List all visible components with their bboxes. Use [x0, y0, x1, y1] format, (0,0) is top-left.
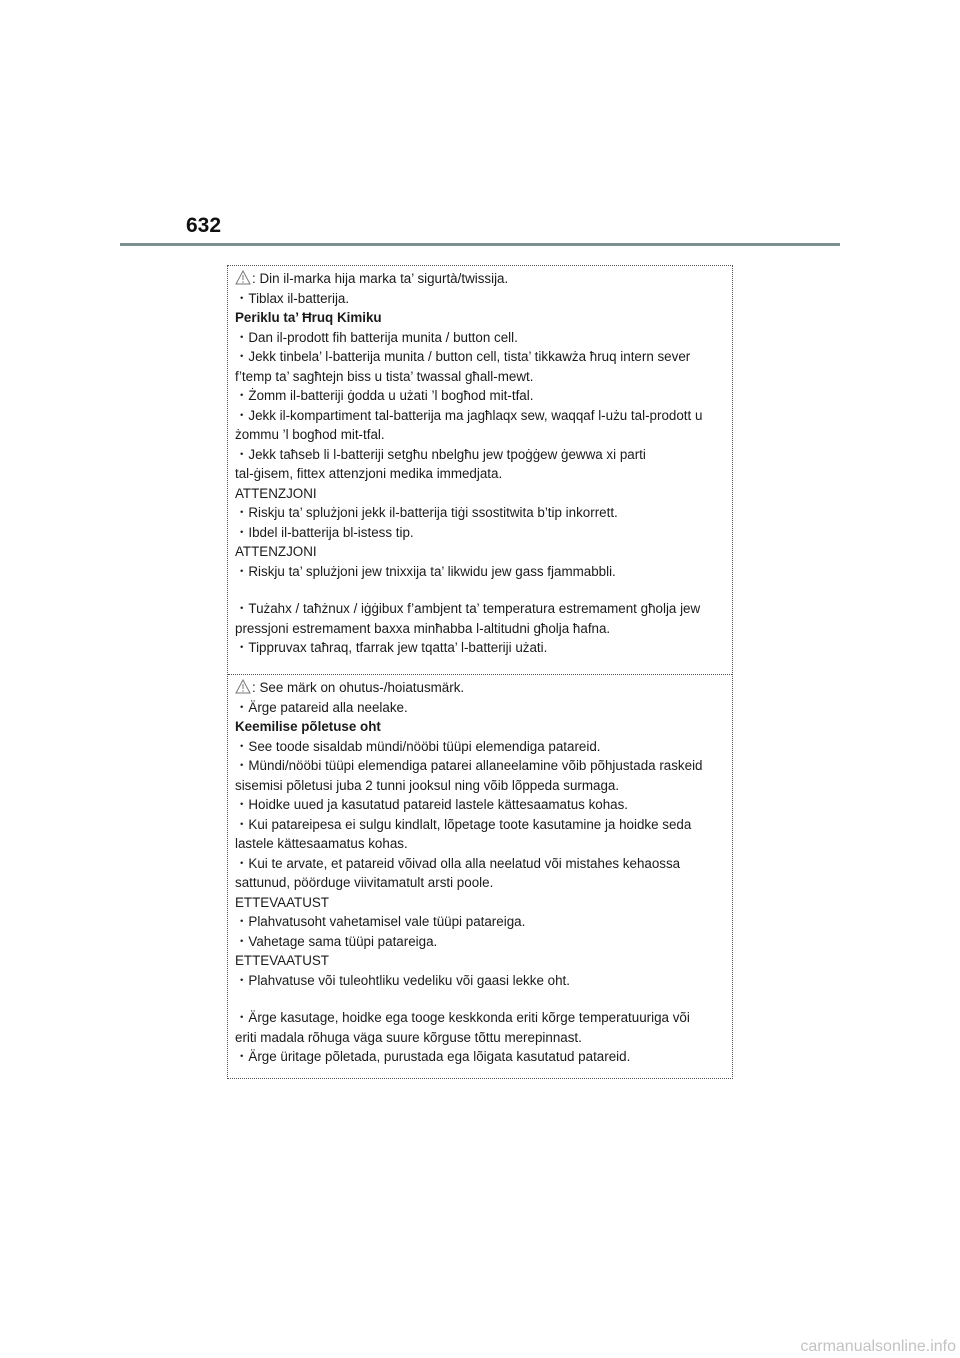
text-line — [235, 289, 726, 309]
text-line — [235, 815, 726, 835]
text-line — [235, 873, 726, 893]
line-text: ・Dan il-prodott fih batterija munita / button cell. — [235, 329, 518, 345]
line-text: Periklu ta’ Ħruq Kimiku — [235, 310, 382, 325]
section-heading — [235, 308, 726, 328]
line-text: ETTEVAATUST — [235, 894, 329, 910]
text-line — [235, 834, 726, 854]
line-text: ・Jekk taħseb li l-batteriji setgħu nbelgħu jew tpoġġew ġewwa xi parti — [235, 446, 646, 462]
warning-triangle-icon — [235, 270, 251, 285]
line-text: ・Mündi/nööbi tüüpi elemendiga patarei allaneelamine võib põhjustada raskeid — [235, 758, 703, 773]
line-text: żommu ’l bogħod mit-tfal. — [235, 427, 385, 442]
line-text: ・Kui te arvate, et patareid võivad olla alla neelatud või mistahes kehaossa — [235, 855, 681, 871]
line-text: sattunud, pöörduge viivitamatult arsti poole. — [235, 875, 494, 890]
line-text: Keemilise põletuse oht — [235, 719, 381, 734]
line-text: ATTENZJONI — [235, 544, 317, 559]
text-line — [235, 971, 726, 991]
warning-box — [227, 265, 733, 1079]
text-line — [235, 638, 726, 658]
line-text: ・Riskju ta’ splużjoni jew tnixxija ta’ likwidu jew gass fjammabbli. — [235, 563, 616, 579]
line-text: : See märk on ohutus-/hoiatusmärk. — [252, 680, 465, 695]
text-line — [235, 464, 726, 484]
line-text: ・Żomm il-batteriji ġodda u użati ’l bogħod mit-tfal. — [235, 388, 534, 403]
line-text: ・Hoidke uued ja kasutatud patareid lastele kättesaamatus kohas. — [235, 797, 629, 812]
text-line — [235, 503, 726, 523]
text-line — [235, 445, 726, 465]
section-heading — [235, 717, 726, 737]
line-text: ・Tiblax il-batterija. — [235, 290, 350, 306]
warning-triangle-icon — [235, 679, 251, 694]
text-line — [235, 932, 726, 952]
line-text: ・Tużahx / taħżnux / iġġibux f’ambjent ta’ temperatura estremament għolja jew — [235, 601, 701, 616]
text-line — [235, 912, 726, 932]
text-line — [235, 562, 726, 582]
line-text: ・Kui patareipesa ei sulgu kindlalt, lõpetage toote kasutamine ja hoidke seda — [235, 816, 692, 832]
text-line — [235, 484, 726, 504]
text-line — [235, 367, 726, 387]
text-line — [235, 386, 726, 406]
line-text: ・Tippruvax taħraq, tfarrak jew tqatta’ l-batteriji użati. — [235, 640, 548, 655]
line-text: ・Plahvatuse või tuleohtliku vedeliku või gaasi lekke oht. — [235, 972, 570, 988]
line-text: ETTEVAATUST — [235, 953, 329, 968]
text-line — [235, 599, 726, 619]
text-line — [235, 619, 726, 639]
text-line — [235, 795, 726, 815]
page-number: 632 — [186, 214, 222, 237]
text-line — [235, 328, 726, 348]
line-text: f’temp ta’ sagħtejn biss u tista’ twassal għall-mewt. — [235, 368, 534, 384]
line-text: ・Riskju ta’ splużjoni jekk il-batterija tiġi ssostitwita b’tip inkorrett. — [235, 505, 618, 520]
text-line — [235, 523, 726, 543]
line-text: ・Ärge üritage põletada, purustada ega lõigata kasutatud patareid. — [235, 1049, 631, 1064]
header-rule — [120, 243, 840, 246]
estonian-warning-section — [228, 678, 732, 1067]
line-text: ・Ibdel il-batterija bl-istess tip. — [235, 524, 414, 540]
text-line — [235, 854, 726, 874]
line-text: ・See toode sisaldab mündi/nööbi tüüpi elemendiga patareid. — [235, 738, 601, 754]
text-line — [235, 269, 726, 289]
line-text: lastele kättesaamatus kohas. — [235, 836, 408, 851]
line-text: ・Vahetage sama tüüpi patareiga. — [235, 933, 438, 949]
text-line — [235, 406, 726, 426]
text-line — [235, 1047, 726, 1067]
text-line — [235, 1028, 726, 1048]
line-text: ・Jekk tinbela’ l-batterija munita / button cell, tista’ tikkawża ħruq intern sever — [235, 349, 691, 364]
text-line — [235, 756, 726, 776]
text-line — [235, 737, 726, 757]
text-line — [235, 776, 726, 796]
line-text: sisemisi põletusi juba 2 tunni jooksul ning võib lõppeda surmaga. — [235, 777, 620, 793]
line-text: ・Jekk il-kompartiment tal-batterija ma jagħlaqx sew, waqqaf l-użu tal-prodott u — [235, 407, 703, 423]
line-text: ・Plahvatusoht vahetamisel vale tüüpi patareiga. — [235, 914, 526, 929]
text-line — [235, 542, 726, 562]
line-text: ・Ärge kasutage, hoidke ega tooge keskkonda eriti kõrge temperatuuriga või — [235, 1010, 690, 1025]
line-text: ・Ärge patareid alla neelake. — [235, 699, 408, 715]
section-divider — [228, 674, 732, 675]
line-text: ATTENZJONI — [235, 485, 317, 501]
text-line — [235, 698, 726, 718]
text-line — [235, 951, 726, 971]
text-line — [235, 1008, 726, 1028]
text-line — [235, 893, 726, 913]
watermark: carmanualsonline.info — [800, 1338, 956, 1355]
text-line — [235, 425, 726, 445]
line-text: pressjoni estremament baxxa minħabba l-altitudni għolja ħafna. — [235, 620, 611, 636]
maltese-warning-section — [228, 269, 732, 658]
line-text: : Din il-marka hija marka ta’ sigurtà/twissija. — [252, 271, 509, 286]
text-line — [235, 347, 726, 367]
text-line — [235, 678, 726, 698]
line-text: tal-ġisem, fittex attenzjoni medika immedjata. — [235, 466, 503, 481]
line-text: eriti madala rõhuga väga suure kõrguse tõttu merepinnast. — [235, 1029, 582, 1045]
